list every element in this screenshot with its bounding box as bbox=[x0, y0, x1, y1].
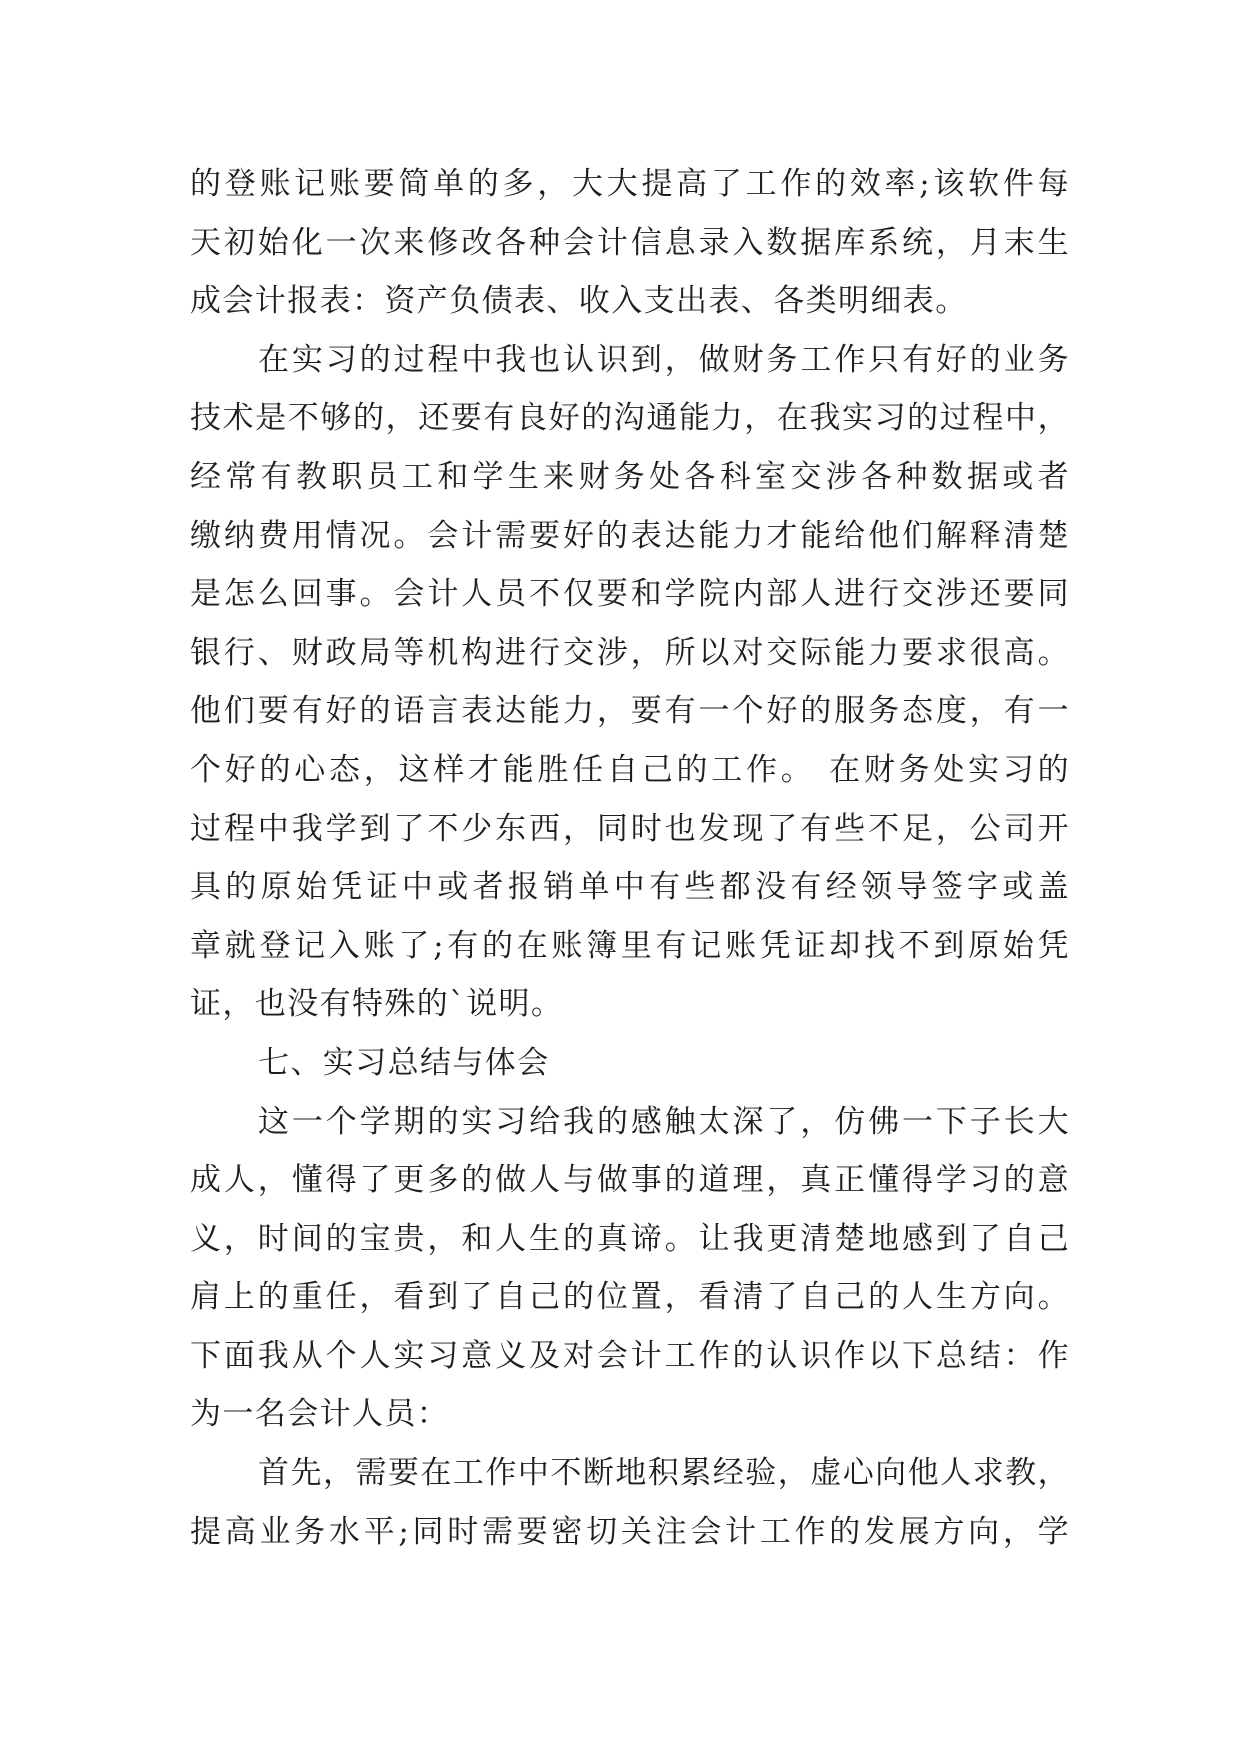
text-line: 银行、财政局等机构进行交涉，所以对交际能力要求很高。 bbox=[190, 634, 1070, 671]
paragraph-first-line: 在实习的过程中我也认识到，做财务工作只有好的业务 bbox=[258, 341, 1070, 378]
text-line: 过程中我学到了不少东西，同时也发现了有些不足，公司开 bbox=[190, 810, 1070, 847]
text-line: 成人，懂得了更多的做人与做事的道理，真正懂得学习的意 bbox=[190, 1162, 1070, 1199]
text-line: 下面我从个人实习意义及对会计工作的认识作以下总结：作 bbox=[190, 1337, 1070, 1374]
text-line: 肩上的重任，看到了自己的位置，看清了自己的人生方向。 bbox=[190, 1279, 1070, 1316]
text-line: 天初始化一次来修改各种会计信息录入数据库系统，月末生 bbox=[190, 224, 1070, 261]
text-line: 缴纳费用情况。会计需要好的表达能力才能给他们解释清楚 bbox=[190, 517, 1070, 554]
text-line: 个好的心态，这样才能胜任自己的工作。 在财务处实习的 bbox=[190, 751, 1070, 788]
text-line: 成会计报表：资产负债表、收入支出表、各类明细表。 bbox=[190, 283, 968, 320]
document-body bbox=[190, 155, 1070, 1561]
text-line: 的登账记账要简单的多，大大提高了工作的效率;该软件每 bbox=[190, 166, 1070, 202]
text-line: 章就登记入账了;有的在账簿里有记账凭证却找不到原始凭 bbox=[190, 927, 1070, 964]
text-line: 为一名会计人员： bbox=[190, 1396, 450, 1433]
text-line: 具的原始凭证中或者报销单中有些都没有经领导签字或盖 bbox=[190, 869, 1070, 906]
text-line: 义，时间的宝贵，和人生的真谛。让我更清楚地感到了自己 bbox=[190, 1220, 1070, 1257]
text-line: 他们要有好的语言表达能力，要有一个好的服务态度，有一 bbox=[190, 693, 1070, 730]
text-line: 经常有教职员工和学生来财务处各科室交涉各种数据或者 bbox=[190, 458, 1070, 495]
text-line: 提高业务水平;同时需要密切关注会计工作的发展方向，学 bbox=[190, 1513, 1070, 1550]
text-line: 证，也没有特殊的`说明。 bbox=[190, 986, 564, 1023]
text-line: 技术是不够的，还要有良好的沟通能力，在我实习的过程中， bbox=[190, 400, 1070, 437]
text-line: 是怎么回事。会计人员不仅要和学院内部人进行交涉还要同 bbox=[190, 576, 1070, 613]
paragraph-first-line: 这一个学期的实习给我的感触太深了，仿佛一下子长大 bbox=[258, 1103, 1070, 1140]
section-heading: 七、实习总结与体会 bbox=[258, 1044, 550, 1081]
paragraph-first-line: 首先，需要在工作中不断地积累经验，虚心向他人求教， bbox=[258, 1455, 1070, 1492]
